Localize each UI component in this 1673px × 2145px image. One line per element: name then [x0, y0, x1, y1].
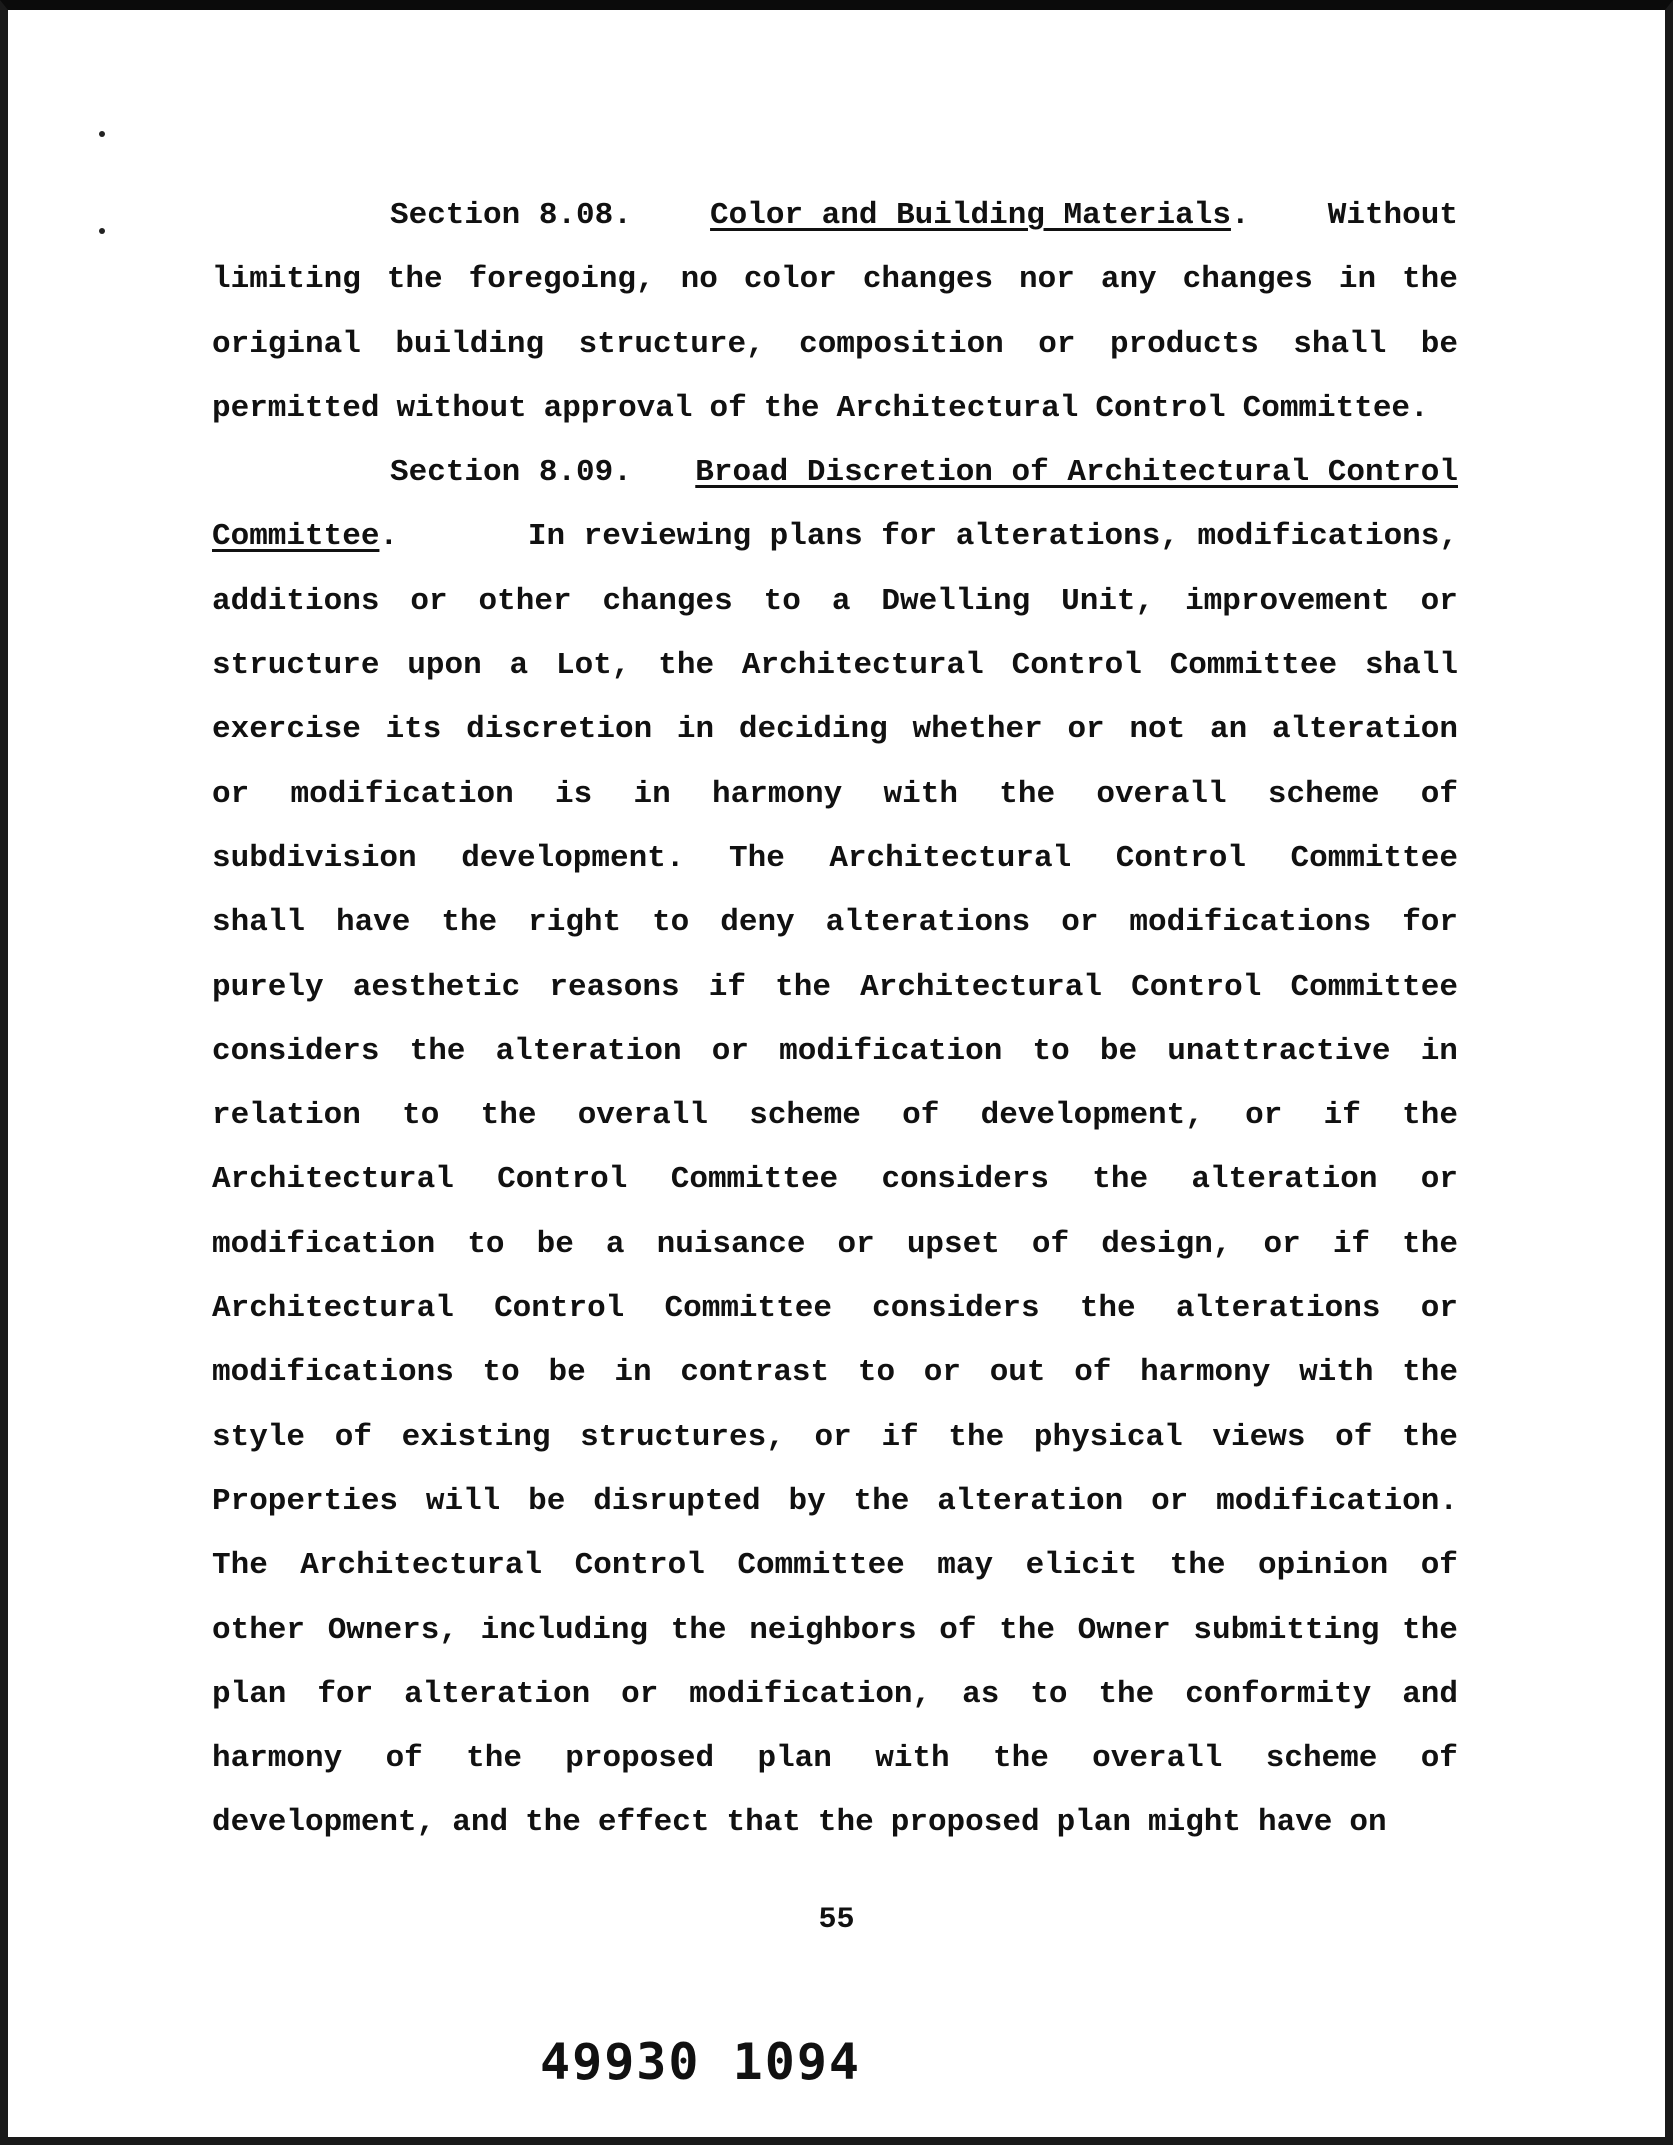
section-808-title: Color and Building Materials.: [710, 198, 1250, 233]
scan-speck: [99, 131, 105, 137]
section-808-number: Section 8.08.: [390, 198, 632, 233]
section-809-line: considers the alteration or modification to be unattractive in: [212, 1033, 1458, 1069]
section-809-first-line-rest: In reviewing plans for alterations, modifications,: [527, 519, 1458, 555]
section-809-line: modification to be a nuisance or upset of design, or if the: [212, 1226, 1458, 1262]
section-809-line: plan for alteration or modification, as to the conformity and: [212, 1676, 1458, 1712]
section-809-line: Architectural Control Committee considers the alteration or: [212, 1162, 1458, 1198]
section-809-line: other Owners, including the neighbors of the Owner submitting the: [212, 1612, 1458, 1648]
section-809-line: subdivision development. The Architectural Control Committee: [212, 840, 1458, 876]
section-809-line: harmony of the proposed plan with the overall scheme of: [212, 1741, 1458, 1777]
scan-speck: [99, 228, 105, 234]
section-809-title: Broad Discretion of Architectural Control: [695, 455, 1458, 491]
section-809-line: development, and the effect that the proposed plan might have on: [212, 1805, 1387, 1841]
section-809-number: Section 8.09.: [390, 455, 632, 491]
document-id: 49930 1094: [540, 2033, 862, 2091]
section-809-line: relation to the overall scheme of development, or if the: [212, 1098, 1458, 1134]
section-809-title-cont: Committee.: [212, 519, 399, 555]
section-808-line: original building structure, composition or products shall be: [212, 326, 1458, 362]
section-809-line: modifications to be in contrast to or out of harmony with the: [212, 1355, 1458, 1391]
section-809-line: or modification is in harmony with the overall scheme of: [212, 776, 1458, 812]
page-number: 55: [818, 1903, 855, 1937]
section-808-heading-line: [212, 184, 1458, 248]
section-809-line: additions or other changes to a Dwelling Unit, improvement or: [212, 583, 1458, 619]
section-809-line: The Architectural Control Committee may elicit the opinion of: [212, 1548, 1458, 1584]
section-808-line: limiting the foregoing, no color changes nor any changes in the: [212, 262, 1458, 298]
section-809-heading-line-2: [212, 505, 1458, 569]
section-809-line: exercise its discretion in deciding whether or not an alteration: [212, 712, 1458, 748]
section-809-line: purely aesthetic reasons if the Architectural Control Committee: [212, 969, 1458, 1005]
section-809-line: Properties will be disrupted by the alteration or modification.: [212, 1483, 1458, 1519]
section-808-line: permitted without approval of the Architectural Control Committee.: [212, 390, 1429, 426]
section-809-line: Architectural Control Committee considers the alterations or: [212, 1291, 1458, 1327]
document-body: [212, 184, 1458, 1856]
section-809-heading-line: [212, 441, 1458, 505]
section-809-line: structure upon a Lot, the Architectural Control Committee shall: [212, 648, 1458, 684]
section-809-line: style of existing structures, or if the physical views of the: [212, 1419, 1458, 1455]
section-808-line-0: Without: [1327, 198, 1458, 233]
section-809-line: shall have the right to deny alterations or modifications for: [212, 905, 1458, 941]
